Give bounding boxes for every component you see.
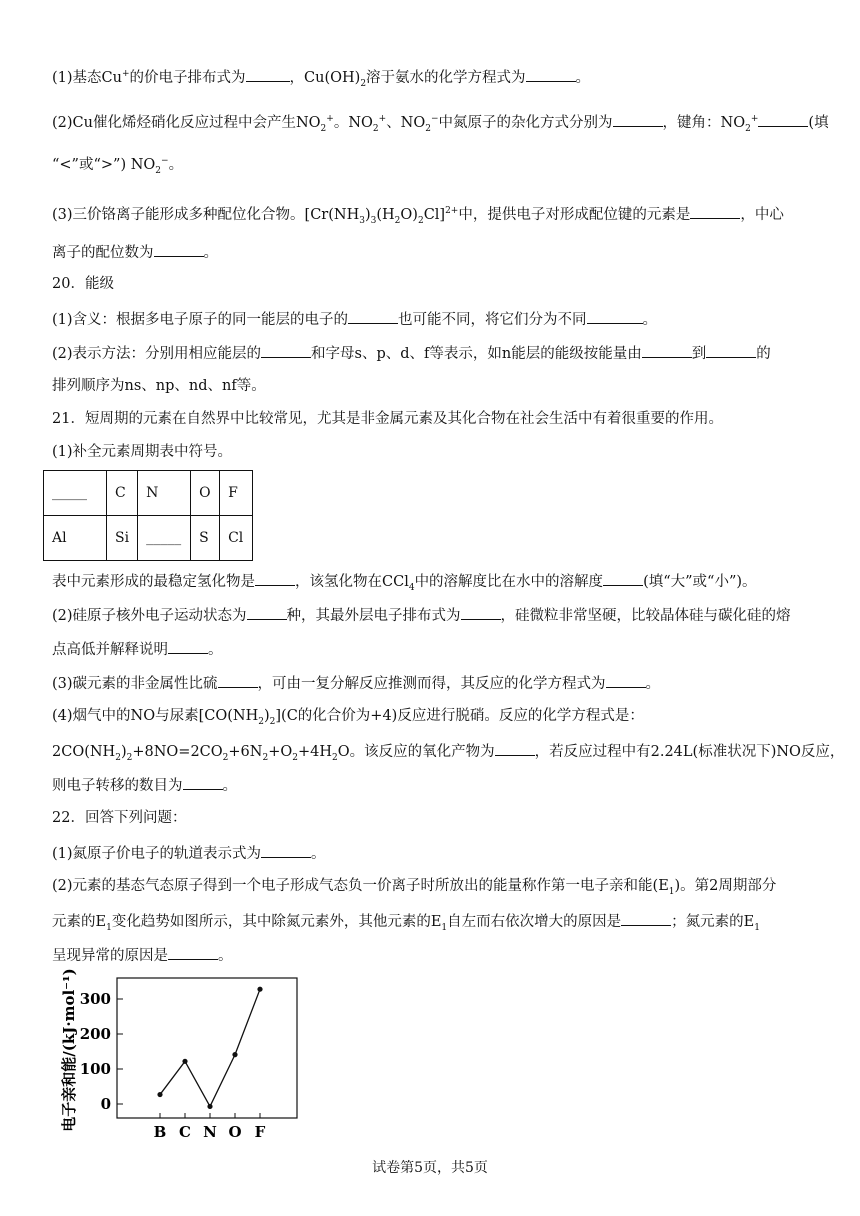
table-cell-blank[interactable]: _____ bbox=[138, 516, 191, 561]
data-point-C bbox=[182, 1059, 187, 1064]
q22-part2-cont2: 呈现异常的原因是 。 bbox=[52, 944, 812, 966]
q20-part1: (1)含义：根据多电子原子的同一能层的电子的 也可能不同，将它们分为不同 。 bbox=[52, 308, 812, 330]
q21-after-table: 表中元素形成的最稳定氢化物是 ，该氢化物在CCl$_4$中的溶解度比在水中的溶解度 (填“大”或“小”)。 bbox=[52, 570, 812, 592]
answer-blank[interactable] bbox=[168, 638, 208, 654]
table-cell: F bbox=[220, 471, 253, 516]
x-tick-label: C bbox=[179, 1123, 191, 1141]
q22-title: 22．回答下列问题： bbox=[52, 810, 187, 826]
answer-blank[interactable] bbox=[526, 66, 576, 82]
answer-blank[interactable] bbox=[348, 308, 398, 324]
q20-part2-cont: 排列顺序为ns、np、nd、nf等。 bbox=[52, 378, 266, 394]
answer-blank[interactable] bbox=[621, 910, 671, 926]
q19-part1: (1)基态Cu+的价电子排布式为 ，$Cu(OH)_2$溶于氨水的化学方程式为 。 bbox=[52, 66, 812, 88]
answer-blank[interactable] bbox=[168, 944, 218, 960]
q21-part4: (4)烟气中的NO与尿素$[CO(NH_2)_2](C$的化合价为+4)反应进行脱硝。反应的化学方程式是： bbox=[52, 708, 644, 727]
answer-blank[interactable] bbox=[246, 66, 290, 82]
table-cell-blank[interactable]: _____ bbox=[44, 471, 107, 516]
answer-blank[interactable] bbox=[606, 672, 646, 688]
q19-part2-cont: “<”或“>”) $NO_2^-$。 bbox=[52, 156, 184, 176]
y-tick-label: 0 bbox=[100, 1095, 111, 1113]
q21-part2: (2)硅原子核外电子运动状态为 种，其最外层电子排布式为 ，硅微粒非常坚硬，比较晶体硅与碳化硅的熔 bbox=[52, 604, 812, 626]
data-point-B bbox=[157, 1092, 162, 1097]
q22-part1: (1)氮原子价电子的轨道表示式为 。 bbox=[52, 842, 812, 864]
plot-frame bbox=[117, 978, 297, 1118]
answer-blank[interactable] bbox=[183, 774, 223, 790]
table-cell: S bbox=[191, 516, 220, 561]
y-tick-label: 100 bbox=[79, 1060, 111, 1078]
answer-blank[interactable] bbox=[218, 672, 258, 688]
answer-blank[interactable] bbox=[261, 342, 311, 358]
answer-blank[interactable] bbox=[758, 111, 808, 127]
x-tick-label: N bbox=[203, 1123, 217, 1141]
q19-part2: (2)Cu催化烯烃硝化反应过程中会产生$NO_2^+$。$NO_2^+$、$NO_2^-$中氮原子的杂化方式分别为 ，键角：$NO_2^+$ (填 bbox=[52, 111, 812, 133]
q21-part1: (1)补全元素周期表中符号。 bbox=[52, 444, 233, 460]
q19-part3-cont: 离子的配位数为 。 bbox=[52, 241, 812, 263]
answer-blank[interactable] bbox=[603, 570, 643, 586]
table-cell: O bbox=[191, 471, 220, 516]
table-cell: Si bbox=[107, 516, 138, 561]
q21-part4-equation: $2CO(NH_2)_2+8NO=2CO_2+6N_2+O_2+4H_2O$。该反应的氧化产物为 ，若反应过程中有2.24L(标准状况下)NO反应， bbox=[52, 740, 812, 762]
answer-blank[interactable] bbox=[706, 342, 756, 358]
q20-title: 20．能级 bbox=[52, 276, 114, 292]
data-point-O bbox=[232, 1052, 237, 1057]
q22-part2-cont: 元素的$E_1$变化趋势如图所示，其中除氮元素外，其他元素的$E_1$自左而右依次增大的原因是 ；氮元素的$E_1$ bbox=[52, 910, 812, 932]
q20-part2: (2)表示方法：分别用相应能层的 和字母s、p、d、f等表示，如n能层的能级按能量由 到 的 bbox=[52, 342, 812, 364]
answer-blank[interactable] bbox=[247, 604, 287, 620]
x-tick-label: O bbox=[228, 1123, 242, 1141]
q21-part4-cont: 则电子转移的数目为 。 bbox=[52, 774, 812, 796]
y-axis-label: 电子亲和能/(kJ·mol⁻¹) bbox=[60, 968, 78, 1132]
series-line bbox=[160, 989, 260, 1106]
y-tick-label: 300 bbox=[79, 990, 111, 1008]
table-cell: Al bbox=[44, 516, 107, 561]
answer-blank[interactable] bbox=[261, 842, 311, 858]
answer-blank[interactable] bbox=[255, 570, 295, 586]
answer-blank[interactable] bbox=[461, 604, 501, 620]
data-point-F bbox=[257, 987, 262, 992]
answer-blank[interactable] bbox=[690, 203, 740, 219]
table-cell: Cl bbox=[220, 516, 253, 561]
table-row bbox=[44, 471, 253, 516]
answer-blank[interactable] bbox=[495, 740, 535, 756]
table-cell: C bbox=[107, 471, 138, 516]
x-ticks bbox=[154, 1113, 266, 1141]
table-cell: N bbox=[138, 471, 191, 516]
q21-part3: (3)碳元素的非金属性比硫 ，可由一复分解反应推测而得，其反应的化学方程式为 。 bbox=[52, 672, 812, 694]
q19-part3: (3)三价铬离子能形成多种配位化合物。$[Cr(NH_3)_3(H_2O)_2Cl]^{2+}$中，提供电子对形成配位键的元素是 ，中心 bbox=[52, 203, 812, 225]
periodic-table-fragment bbox=[43, 470, 253, 561]
answer-blank[interactable] bbox=[642, 342, 692, 358]
answer-blank[interactable] bbox=[154, 241, 204, 257]
electron-affinity-chart bbox=[52, 968, 312, 1148]
x-tick-label: F bbox=[254, 1123, 266, 1141]
x-tick-label: B bbox=[153, 1123, 167, 1141]
q22-part2: (2)元素的基态气态原子得到一个电子形成气态负一价离子时所放出的能量称作第一电子亲和能$(E_1)$。第2周期部分 bbox=[52, 878, 777, 897]
page-footer: 试卷第5页，共5页 bbox=[372, 1160, 488, 1176]
y-tick-label: 200 bbox=[79, 1025, 111, 1043]
answer-blank[interactable] bbox=[613, 111, 663, 127]
q21-title: 21．短周期的元素在自然界中比较常见，尤其是非金属元素及其化合物在社会生活中有着很重要的作用。 bbox=[52, 411, 723, 427]
table-row bbox=[44, 516, 253, 561]
data-series bbox=[157, 987, 262, 1109]
data-point-N bbox=[207, 1104, 212, 1109]
q21-part2-cont: 点高低并解释说明 。 bbox=[52, 638, 812, 660]
answer-blank[interactable] bbox=[587, 308, 643, 324]
